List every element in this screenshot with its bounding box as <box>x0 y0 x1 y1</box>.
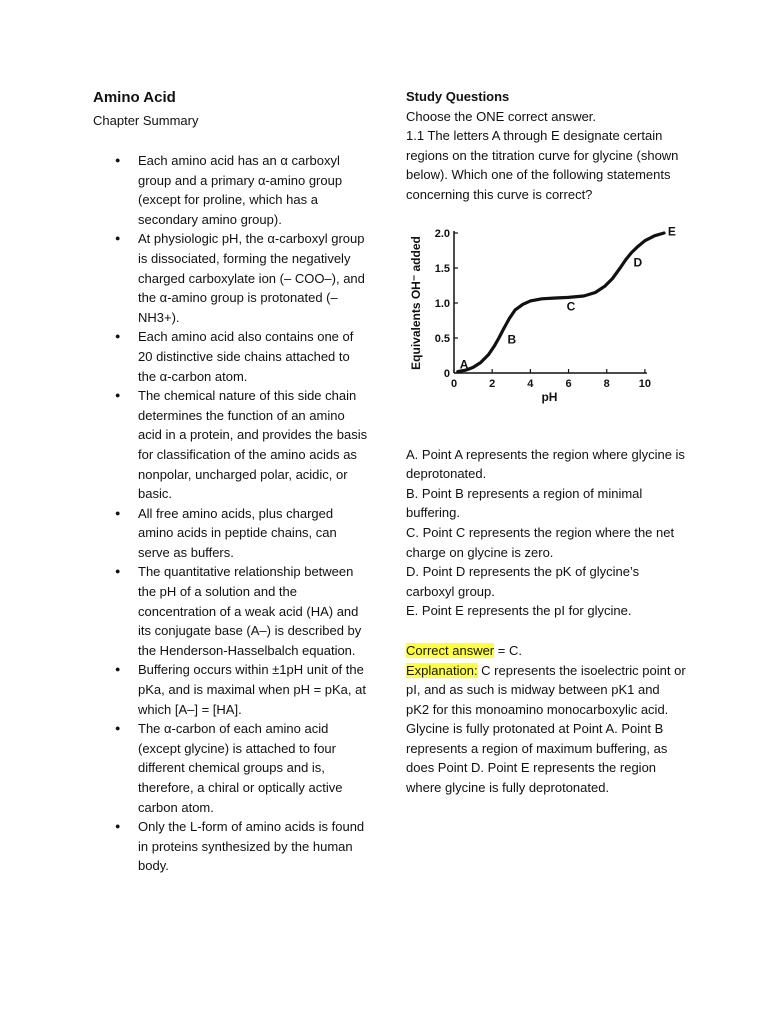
y-axis-label: Equivalents OH⁻ added <box>409 235 423 370</box>
summary-bullet: ● The α-carbon of each amino acid (except glycine) is attached to four different chemical groups and is, therefore, a chiral or optically active carbon atom. <box>93 719 368 817</box>
answer-option: B. Point B represents a region of minimal buffering. <box>406 485 643 521</box>
answer-option: E. Point E represents the pI for glycine. <box>406 603 632 619</box>
answer-options <box>406 445 686 621</box>
answer-option: A. Point A represents the region where glycine is deprotonated. <box>406 446 685 482</box>
y-tick-label: 2.0 <box>434 227 450 240</box>
x-tick-label: 8 <box>603 377 610 390</box>
summary-bullet: ● Each amino acid has an α carboxyl group and a primary α-amino group (except for proline, which has a secondary amino group). <box>93 151 368 229</box>
y-tick-label: 0 <box>443 367 450 380</box>
titration-curve-svg <box>406 219 676 409</box>
answer-block <box>406 641 686 798</box>
point-label-d: D <box>633 254 643 269</box>
point-label-c: C <box>566 299 576 314</box>
summary-bullet: ● All free amino acids, plus charged amino acids in peptide chains, can serve as buffers. <box>93 504 368 563</box>
y-tick-label: 0.5 <box>434 332 450 345</box>
titration-curve-line <box>458 233 664 372</box>
explanation-label: Explanation: <box>406 662 478 678</box>
y-tick-label: 1.5 <box>434 262 450 275</box>
y-tick-label: 1.0 <box>434 297 450 310</box>
x-tick-label: 2 <box>489 377 496 390</box>
summary-bullet: ● The chemical nature of this side chain determines the function of an amino acid in a protein, and provides the basis for classification of the amino acids as nonpolar, uncharged polar, acidic, or basic. <box>93 386 368 504</box>
study-questions-heading: Study Questions <box>406 89 510 104</box>
x-tick-label: 10 <box>638 377 652 390</box>
answer-option: D. Point D represents the pK of glycine’s carboxyl group. <box>406 564 640 599</box>
question-instruction: Choose the ONE correct answer. <box>406 108 597 124</box>
correct-answer-value: = C. <box>494 642 522 658</box>
summary-bullet-list <box>93 151 368 876</box>
x-tick-label: 0 <box>450 377 458 390</box>
point-label-b: B <box>507 331 517 346</box>
answer-option: C. Point C represents the region where the net charge on glycine is zero. <box>406 524 675 560</box>
question-text: 1.1 The letters A through E designate certain regions on the titration curve for glycine (shown below). Which one of the following statements concerning this curve is correct? <box>406 128 679 202</box>
document-title: Amino Acid <box>93 89 176 106</box>
x-tick-label: 4 <box>527 377 534 390</box>
summary-bullet: ● The quantitative relationship between the pH of a solution and the concentration of a weak acid (HA) and its conjugate base (A–) is described by the Henderson-Hasselbalch equation. <box>93 562 368 660</box>
correct-answer-line <box>406 641 686 661</box>
chapter-summary-subtitle: Chapter Summary <box>93 113 199 128</box>
study-questions-column <box>406 87 686 798</box>
x-axis-label: pH <box>541 389 558 404</box>
point-label-a: A <box>459 357 469 372</box>
summary-bullet: ● Each amino acid also contains one of 20 distinctive side chains attached to the α-carbon atom. <box>93 327 368 386</box>
summary-bullet: ● At physiologic pH, the α-carboxyl group is dissociated, forming the negatively charged carboxylate ion (– COO–), and the α-amino group is protonated (– NH3+). <box>93 229 368 327</box>
x-tick-label: 6 <box>565 377 572 390</box>
correct-answer-label: Correct answer <box>406 642 495 658</box>
summary-bullet: ● Buffering occurs within ±1pH unit of the pKa, and is maximal when pH = pKa, at which [A–] = [HA]. <box>93 660 368 719</box>
chapter-summary-column <box>93 88 368 876</box>
summary-bullet: ● Only the L-form of amino acids is found in proteins synthesized by the human body. <box>93 817 368 876</box>
explanation-paragraph <box>406 661 686 798</box>
point-label-e: E <box>667 224 676 239</box>
explanation-text: C represents the isoelectric point or pI, and as such is midway between pK1 and pK2 for this monoamino monocarboxylic acid. Glycine is fully protonated at Point A. Point B represents a region of maximum buffering, as does Point D. Point E represents the region where glycine is fully deprotonated. <box>406 662 686 796</box>
titration-curve-chart <box>406 219 676 409</box>
